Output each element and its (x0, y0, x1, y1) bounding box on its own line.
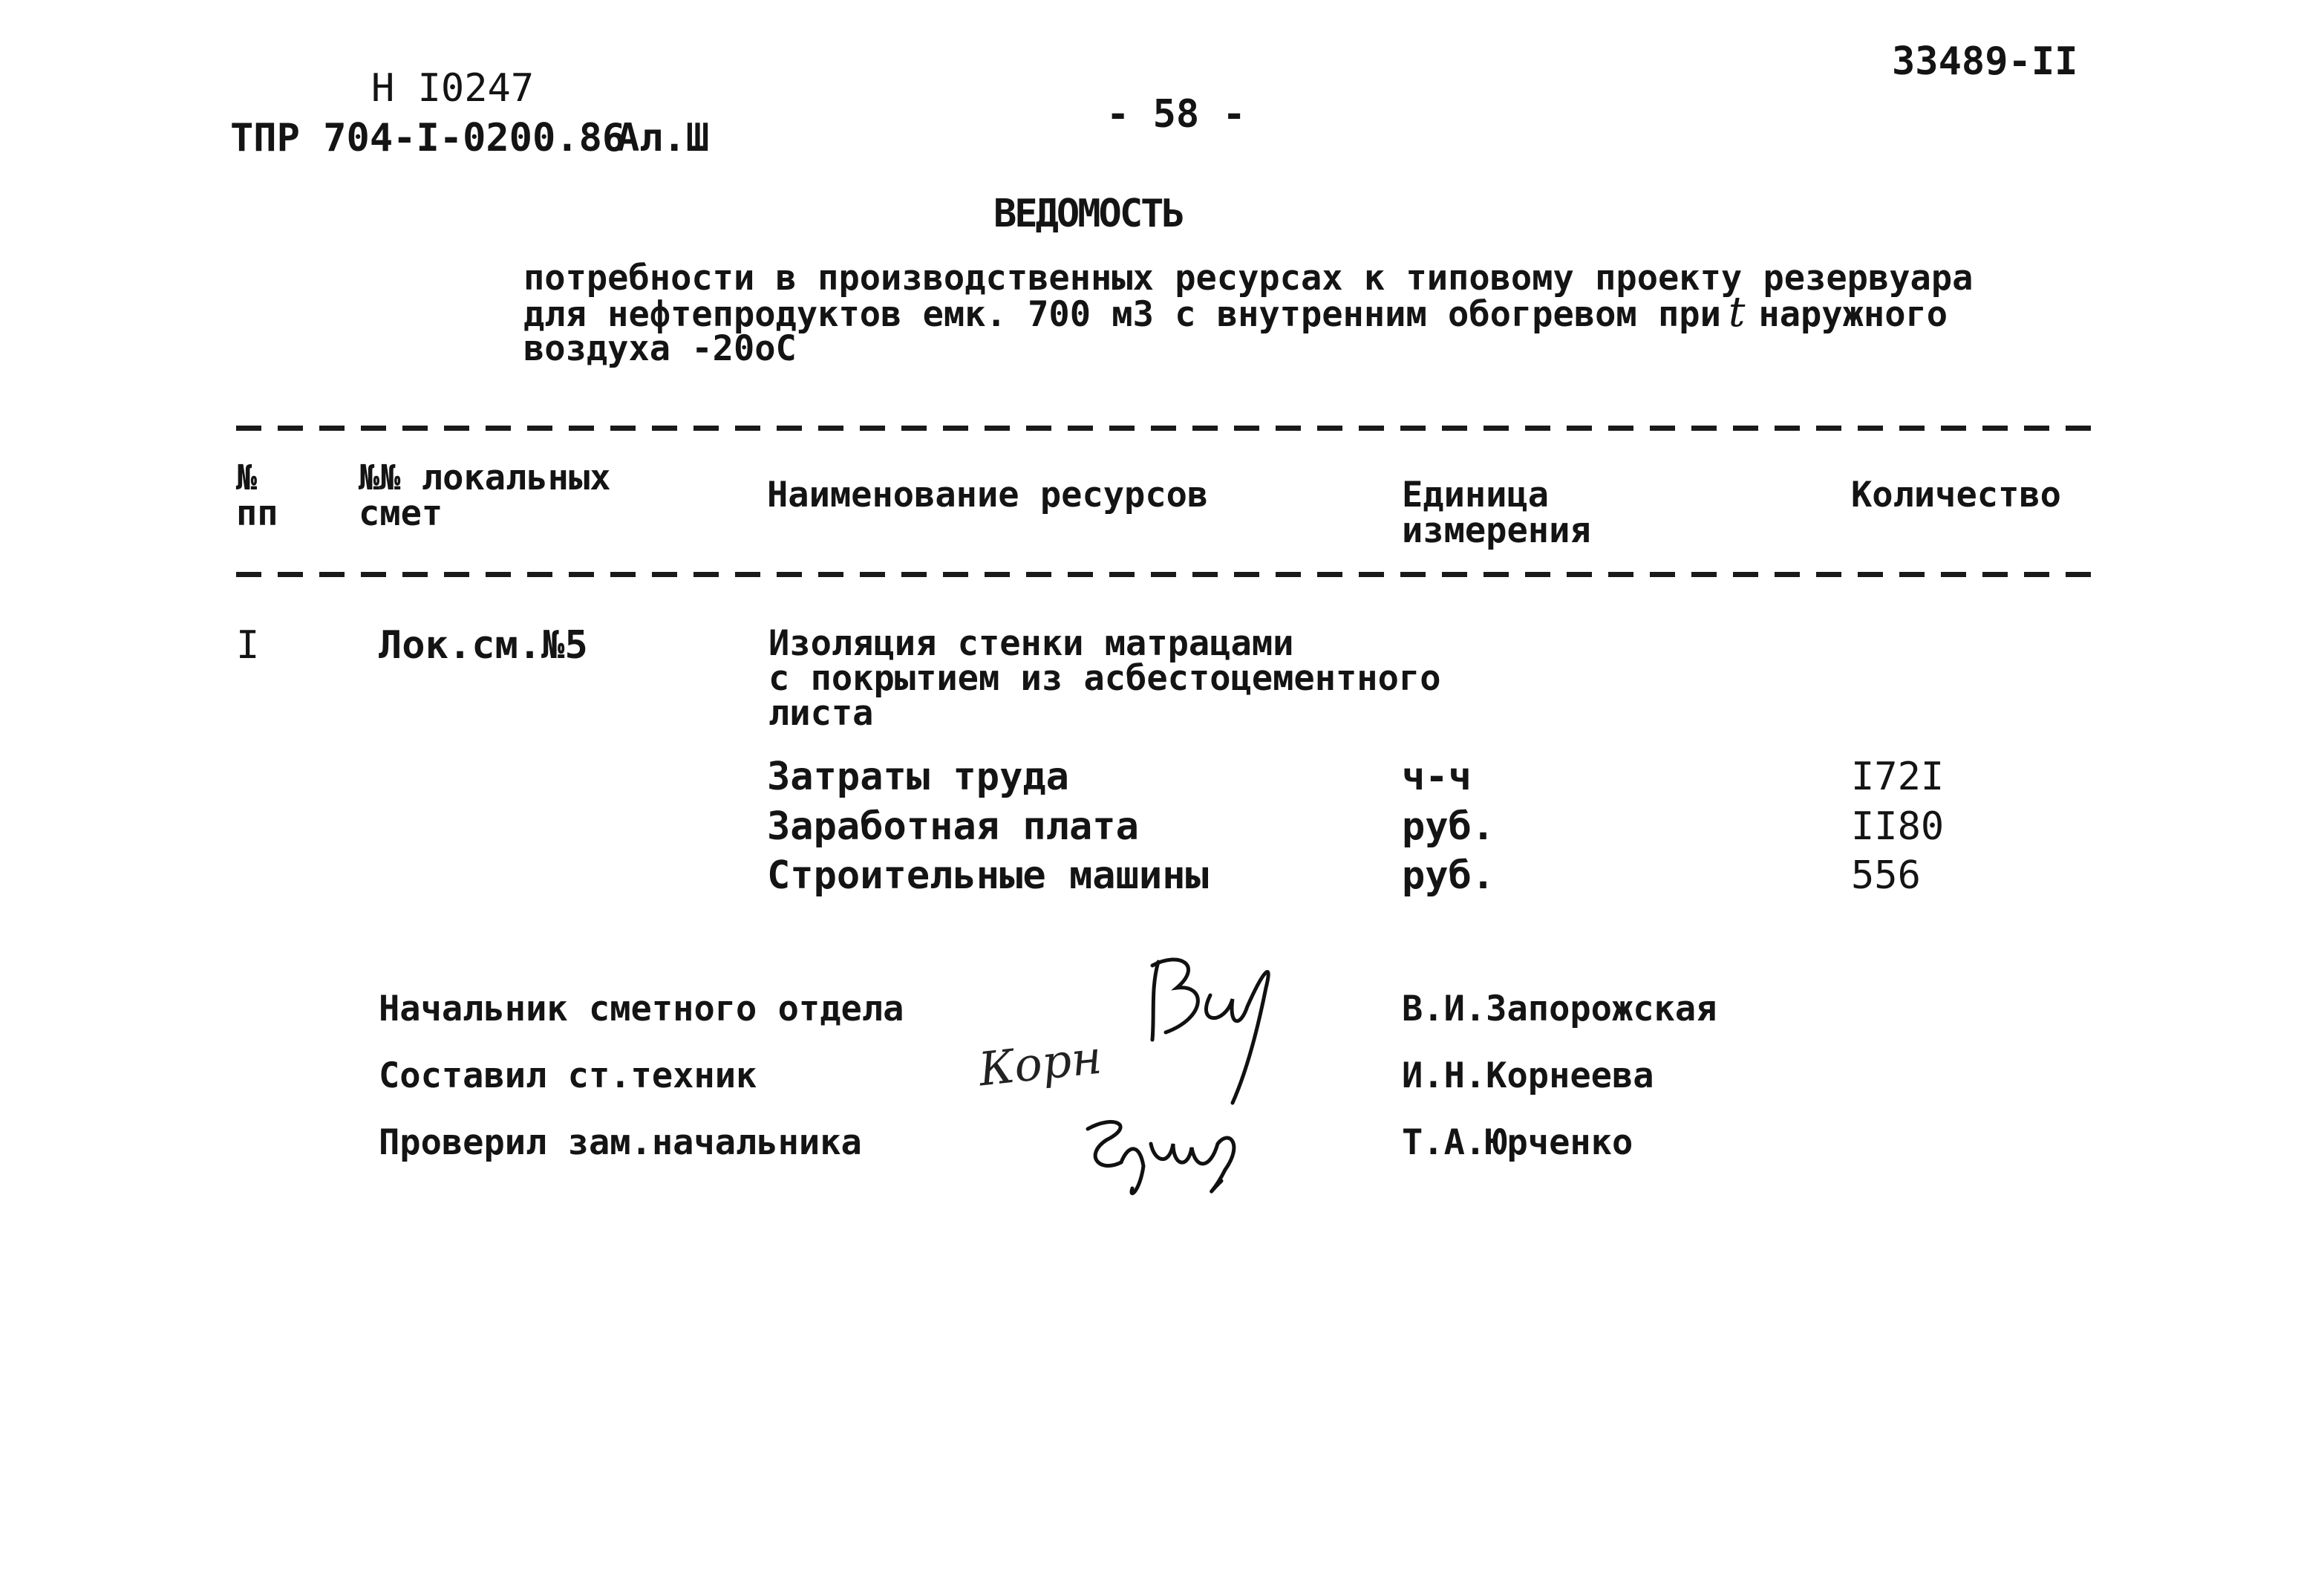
signature-role: Начальник сметного отдела (379, 989, 904, 1029)
signature-role: Проверил зам.начальника (379, 1122, 862, 1163)
album-label: Ал.Ш (616, 116, 710, 160)
header-local-estimates: №№ локальных смет (359, 458, 611, 534)
subtitle-line-3: воздуха -20оС (523, 328, 797, 369)
page-title: ВЕДОМОСТЬ (993, 192, 1183, 236)
subtitle-line-2 (523, 288, 2008, 336)
subtitle-line-2-start: для нефтепродуктов емк. 700 м3 с внутренним обогревом при (523, 294, 1721, 335)
signature-person: В.И.Запорожская (1402, 989, 1717, 1029)
list-item-quantity: 556 (1851, 853, 1921, 898)
signature-person: И.Н.Корнеева (1402, 1055, 1654, 1096)
row-work-description: Изоляция стенки матрацами с покрытием из асбестоцементного листа (768, 623, 1441, 734)
handwritten-signature-korn: Корн (976, 1029, 1105, 1097)
doc-code-left-top: Н I0247 (371, 66, 535, 111)
handwritten-signature-yurch (1069, 1099, 1262, 1203)
page-number: - 58 - (1106, 92, 1246, 137)
handwritten-signature-head (1136, 943, 1285, 1114)
temperature-symbol: t (1728, 288, 1746, 336)
list-item-unit: руб. (1402, 853, 1495, 898)
signature-person: Т.А.Юрченко (1402, 1122, 1633, 1163)
list-item-unit: руб. (1402, 804, 1495, 849)
row-local-estimate: Лок.см.№5 (379, 623, 588, 668)
doc-code-right: 33489-II (1892, 39, 2078, 84)
list-item-unit: ч-ч (1402, 755, 1472, 799)
list-item: Строительные машины (767, 853, 1209, 898)
list-item-quantity: II80 (1851, 804, 1945, 849)
header-resource-name: Наименование ресурсов (767, 475, 1209, 515)
signature-role: Составил ст.техник (379, 1055, 757, 1096)
list-item: Затраты труда (767, 755, 1069, 799)
table-top-rule (236, 426, 2100, 431)
list-item: Заработная плата (767, 804, 1139, 849)
row-number: I (236, 623, 260, 668)
table-header-rule (236, 572, 2100, 577)
header-quantity: Количество (1851, 475, 2061, 515)
doc-code-left-bottom: ТПР 704-I-0200.86 (230, 116, 626, 160)
header-num: № пп (236, 458, 278, 534)
header-unit: Единица измерения (1402, 475, 1591, 551)
subtitle-line-1: потребности в производственных ресурсах к типовому проекту резервуара (523, 258, 1974, 299)
document-subtitle (523, 258, 2008, 369)
subtitle-line-2-end: наружного (1758, 294, 1948, 335)
list-item-quantity: I72I (1851, 755, 1945, 799)
